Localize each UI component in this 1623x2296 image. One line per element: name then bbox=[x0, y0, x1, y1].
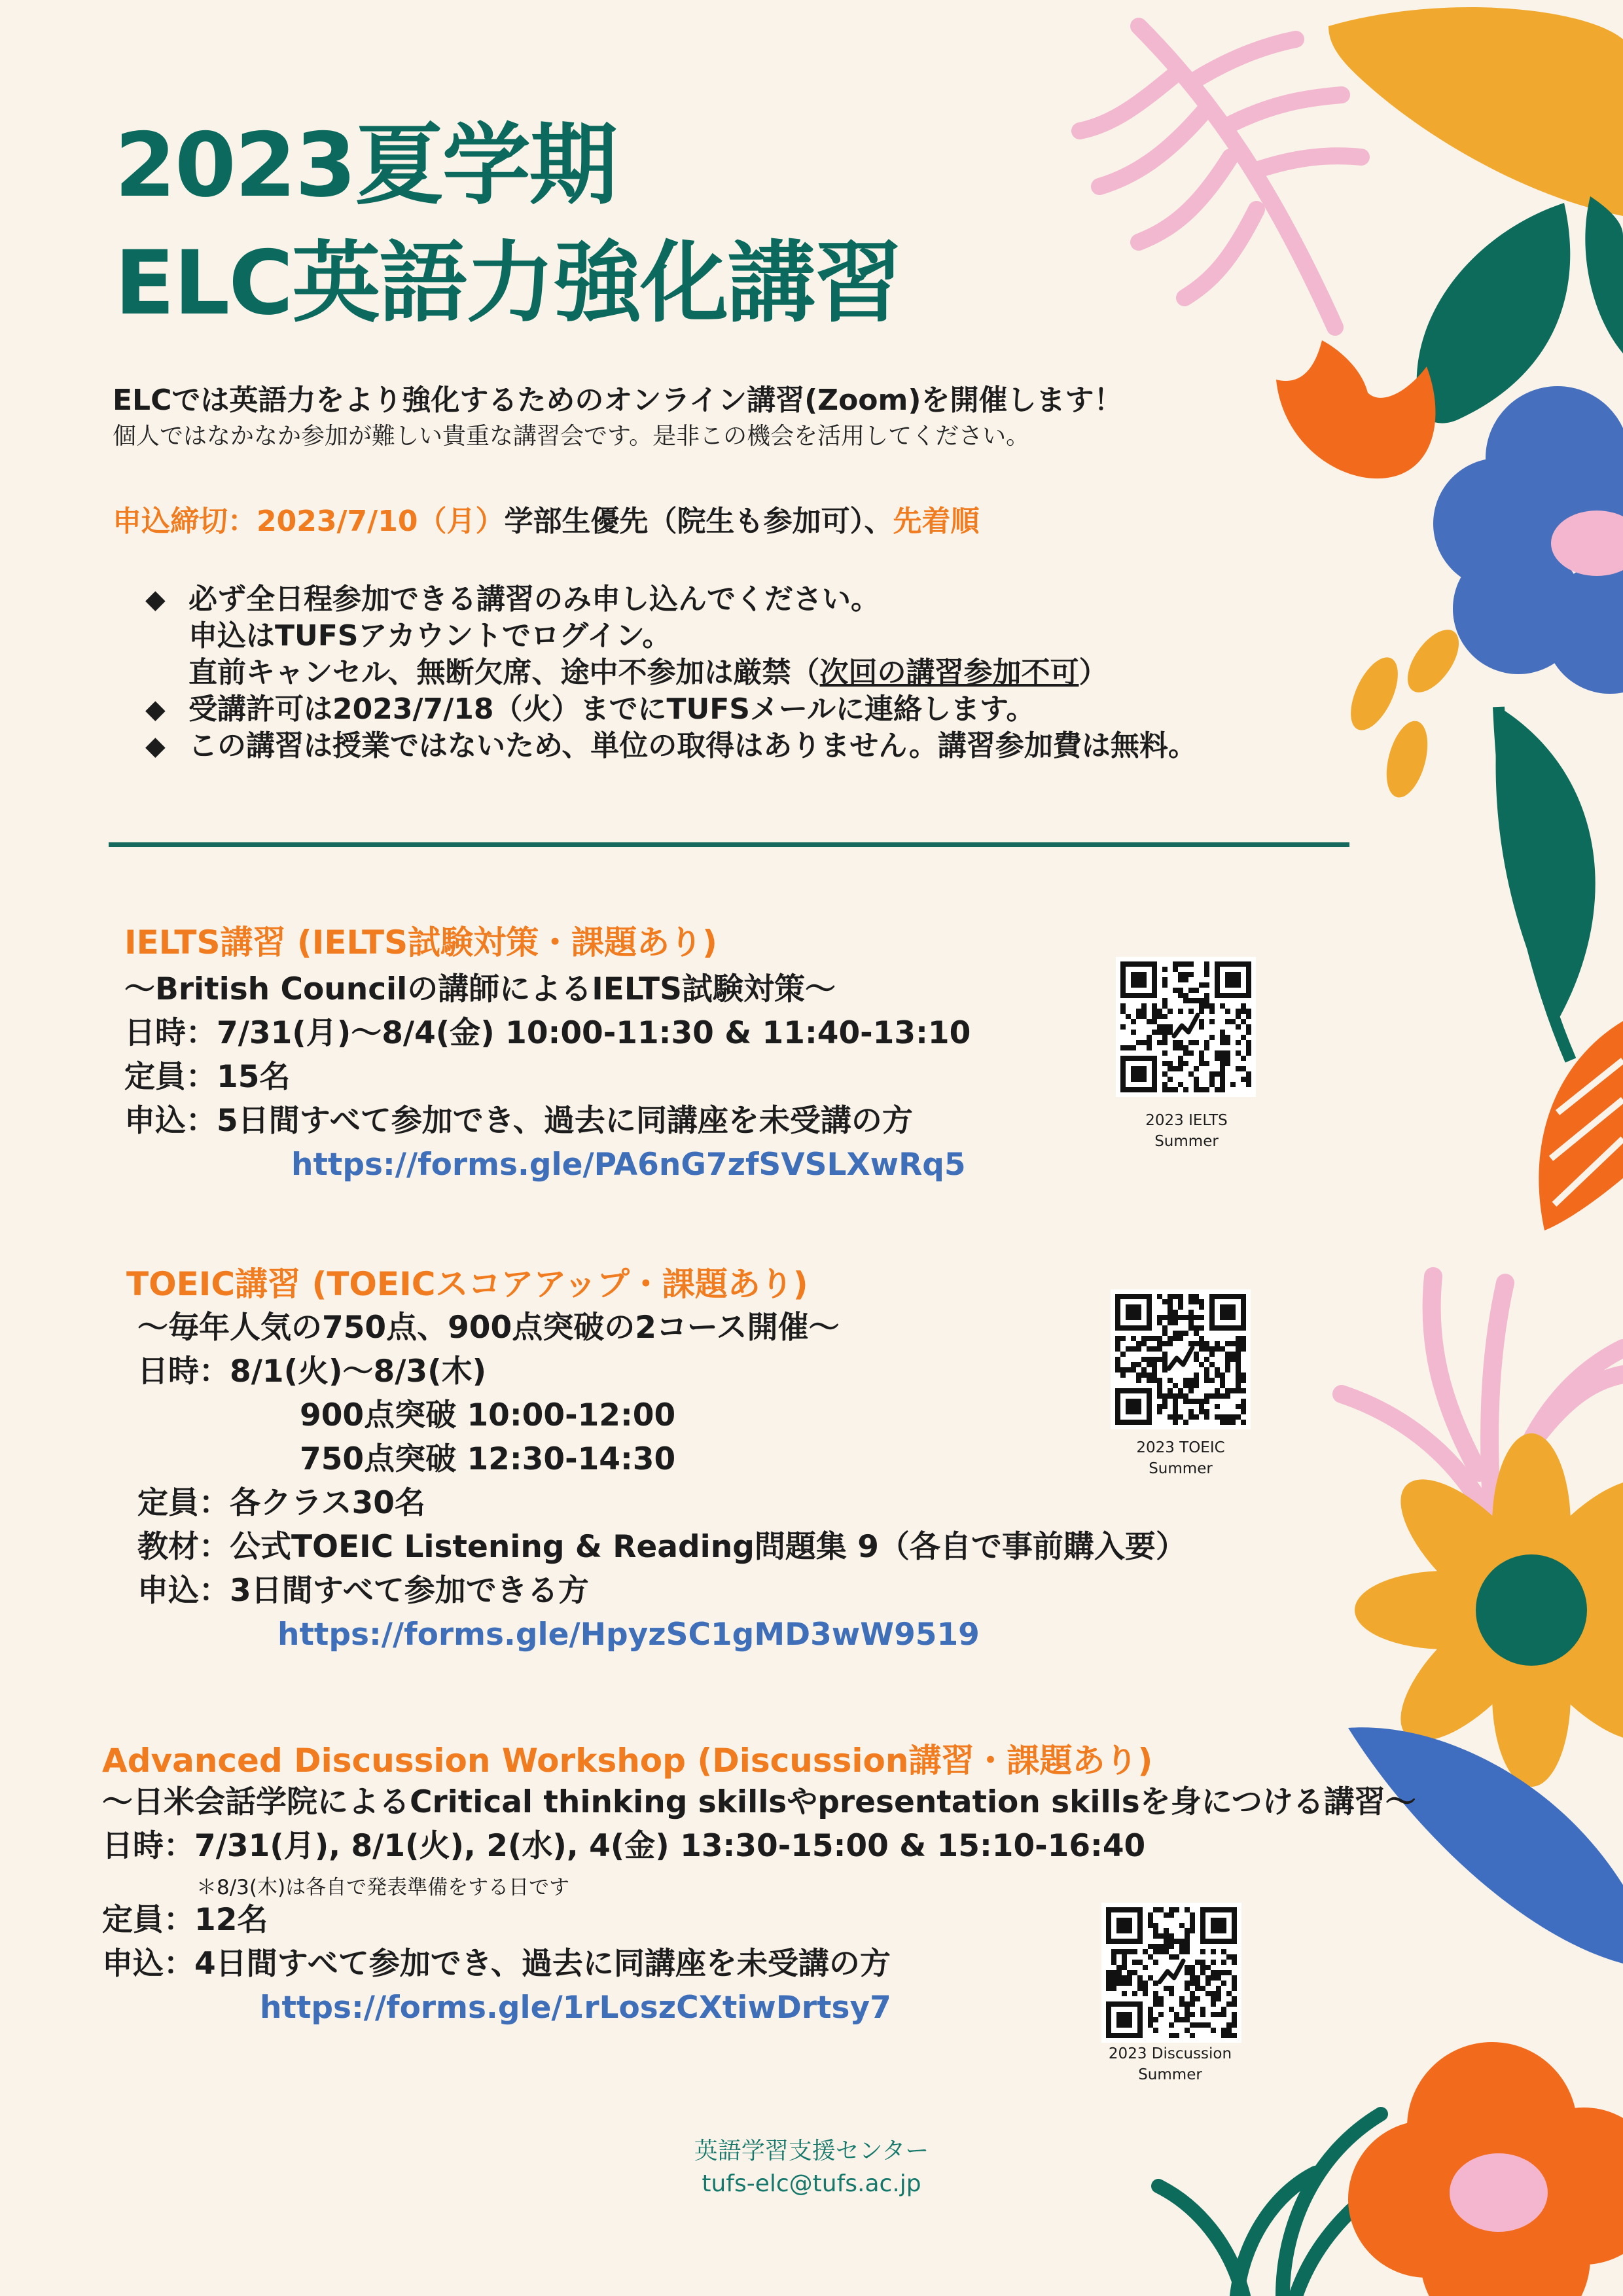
discussion-date: 日時：7/31(月), 8/1(火), 2(水), 4(金) 13:30-15:00 & 15:10-16:40 bbox=[102, 1828, 1146, 1864]
diamond-bullet-icon: ◆ bbox=[145, 731, 166, 761]
ielts-form-link[interactable]: https://forms.gle/PA6nG7zfSVSLXwRq5 bbox=[291, 1147, 966, 1183]
footer-org: 英語学習支援センター bbox=[694, 2138, 929, 2164]
notice-text: 必ず全日程参加できる講習のみ申し込んでください。 bbox=[188, 583, 880, 616]
ielts-capacity: 定員：15名 bbox=[124, 1059, 291, 1095]
toeic-date: 日時：8/1(火)〜8/3(木) bbox=[137, 1354, 487, 1390]
discussion-qr-caption: 2023 Discussion Summer bbox=[1108, 2045, 1232, 2083]
ielts-qr-code bbox=[1116, 957, 1256, 1097]
deadline-line bbox=[113, 497, 979, 539]
notice-text: 申込はTUFSアカウントでログイン。 bbox=[188, 619, 671, 653]
ielts-title: IELTS講習 (IELTS試験対策・課題あり) bbox=[124, 924, 718, 961]
toeic-title: TOEIC講習 (TOEICスコアアップ・課題あり) bbox=[126, 1265, 808, 1303]
ielts-details bbox=[124, 967, 971, 1143]
toeic-capacity: 定員：各クラス30名 bbox=[137, 1485, 425, 1521]
ielts-date: 日時：7/31(月)〜8/4(金) 10:00-11:30 & 11:40-13:10 bbox=[124, 1015, 971, 1051]
deadline-label: 申込締切：2023/7/10（月） bbox=[113, 505, 505, 538]
toeic-apply: 申込：3日間すべて参加できる方 bbox=[137, 1573, 589, 1609]
toeic-course-750: 750点突破 12:30-14:30 bbox=[300, 1441, 676, 1477]
ielts-tagline: 〜British Councilの講師によるIELTS試験対策〜 bbox=[124, 971, 836, 1007]
toeic-course-900: 900点突破 10:00-12:00 bbox=[300, 1397, 676, 1433]
toeic-material: 教材：公式TOEIC Listening & Reading問題集 9（各自で事前購入要） bbox=[137, 1529, 1186, 1565]
notice-item bbox=[145, 581, 1197, 691]
notice-list bbox=[145, 581, 1197, 764]
qr-pattern-icon bbox=[1111, 1289, 1251, 1429]
discussion-capacity: 定員：12名 bbox=[102, 1902, 268, 1938]
page-title-line2: ELC英語力強化講習 bbox=[115, 232, 902, 334]
ielts-apply: 申込：5日間すべて参加でき、過去に同講座を未受講の方 bbox=[124, 1103, 913, 1139]
notice-underlined: 次回の講習参加不可 bbox=[819, 656, 1079, 689]
sub-text: 個人ではなかなか参加が難しい貴重な講習会です。是非この機会を活用してください。 bbox=[113, 423, 1030, 450]
toeic-qr-caption: 2023 TOEIC Summer bbox=[1136, 1439, 1225, 1477]
discussion-title: Advanced Discussion Workshop (Discussion講習・課題あり) bbox=[102, 1742, 1153, 1780]
notice-text: 直前キャンセル、無断欠席、途中不参加は厳禁（次回の講習参加不可） bbox=[188, 656, 1108, 689]
toeic-details bbox=[137, 1306, 1186, 1613]
notice-text: この講習は授業ではないため、単位の取得はありません。講習参加費は無料。 bbox=[188, 729, 1197, 762]
discussion-details bbox=[102, 1780, 1416, 1868]
notice-item bbox=[145, 728, 1197, 764]
notice-text: 受講許可は2023/7/18（火）までにTUFSメールに連絡します。 bbox=[188, 692, 1035, 726]
discussion-form-link[interactable]: https://forms.gle/1rLoszCXtiwDrtsy7 bbox=[260, 1990, 891, 2026]
notice-item bbox=[145, 691, 1197, 728]
discussion-details-2 bbox=[102, 1898, 891, 1986]
deadline-priority: 学部生優先（院生も参加可）、 bbox=[504, 505, 893, 538]
ielts-qr-caption: 2023 IELTS Summer bbox=[1145, 1112, 1228, 1150]
discussion-qr-code bbox=[1101, 1903, 1241, 2043]
diamond-bullet-icon: ◆ bbox=[145, 584, 166, 615]
footer-email[interactable]: tufs-elc@tufs.ac.jp bbox=[702, 2170, 921, 2197]
discussion-note: ＊8/3(木)は各自で発表準備をする日です bbox=[196, 1876, 570, 1899]
section-divider bbox=[109, 842, 1349, 847]
lead-text: ELCでは英語力をより強化するためのオンライン講習(Zoom)を開催します！ bbox=[113, 384, 1123, 417]
toeic-tagline: 〜毎年人気の750点、900点突破の2コース開催〜 bbox=[137, 1310, 840, 1346]
diamond-bullet-icon: ◆ bbox=[145, 694, 166, 725]
discussion-tagline: 〜日米会話学院によるCritical thinking skillsやpresentation skillsを身につける講習〜 bbox=[102, 1784, 1416, 1820]
deadline-order: 先着順 bbox=[893, 505, 980, 538]
toeic-form-link[interactable]: https://forms.gle/HpyzSC1gMD3wW9519 bbox=[277, 1617, 980, 1653]
qr-pattern-icon bbox=[1116, 957, 1256, 1097]
toeic-qr-code bbox=[1111, 1289, 1251, 1429]
discussion-apply: 申込：4日間すべて参加でき、過去に同講座を未受講の方 bbox=[102, 1946, 891, 1982]
page-title-line1: 2023夏学期 bbox=[115, 114, 616, 217]
qr-pattern-icon bbox=[1101, 1903, 1241, 2043]
